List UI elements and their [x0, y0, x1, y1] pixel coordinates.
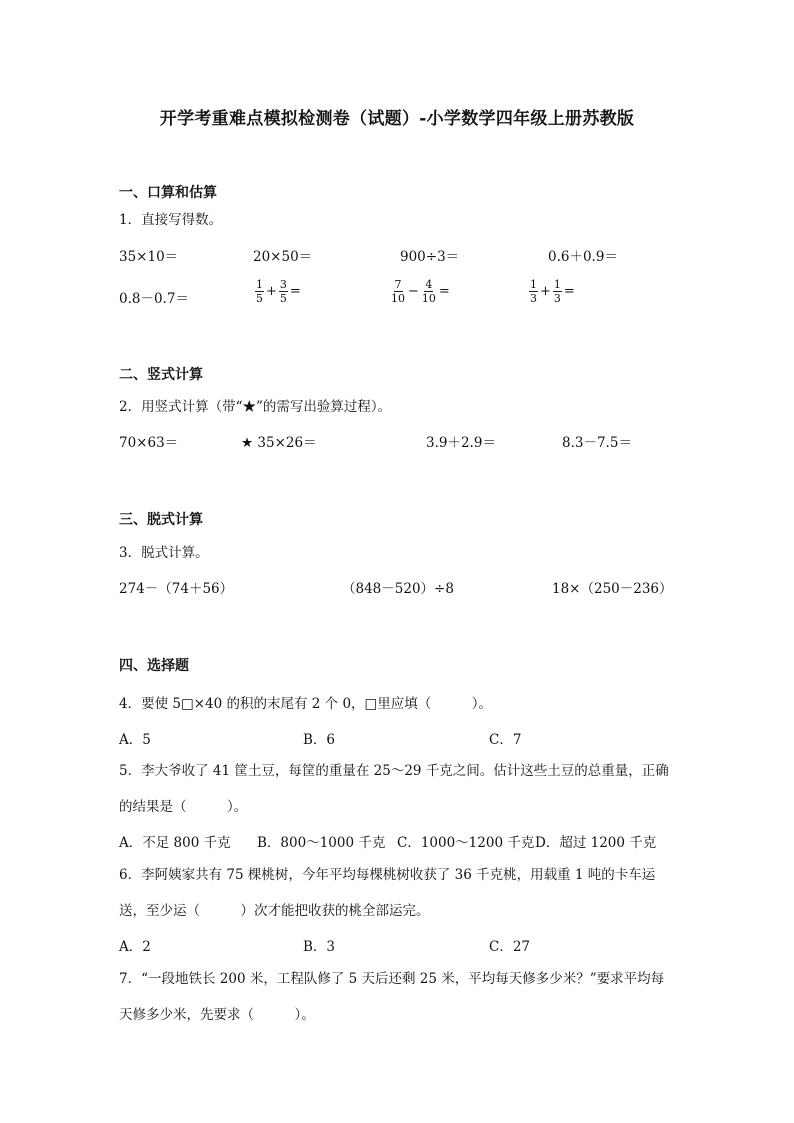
operator: + [266, 284, 277, 299]
denominator: 10 [421, 292, 436, 305]
section-heading-1: 一、口算和估算 [119, 185, 217, 201]
calc-item: 20×50＝ [253, 249, 313, 265]
calc-item: 35×10＝ [119, 249, 179, 265]
fraction [529, 278, 538, 305]
calc-item: 8.3－7.5＝ [562, 435, 632, 451]
option-c: C．7 [489, 732, 522, 748]
page-title: 开学考重难点模拟检测卷（试题）-小学数学四年级上册苏教版 [159, 109, 635, 129]
question-1: 1．直接写得数。 [119, 212, 223, 228]
fraction [421, 278, 437, 305]
fraction-expression [389, 278, 451, 305]
question-6-line-2: 送，至少运（ ）次才能把收获的桃全部运完。 [119, 903, 430, 919]
operator: + [540, 284, 551, 299]
fraction-expression [528, 278, 576, 305]
calc-item: 0.6＋0.9＝ [548, 249, 618, 265]
calc-item: （848－520）÷8 [342, 581, 454, 597]
denominator: 3 [553, 292, 561, 305]
denominator: 10 [391, 292, 405, 305]
question-3: 3．脱式计算。 [119, 545, 209, 561]
calc-item: 18×（250－236） [552, 581, 673, 597]
section-heading-3: 三、脱式计算 [119, 512, 203, 528]
option-a: A．2 [119, 939, 151, 955]
question-5-line-1: 5．李大爷收了 41 筐土豆，每筐的重量在 25～29 千克之间。估计这些土豆的总重量，正确 [119, 763, 669, 779]
denominator: 5 [279, 292, 287, 305]
question-2: 2．用竖式计算（带“★”的需写出验算过程）。 [119, 399, 392, 415]
numerator: 4 [425, 278, 433, 291]
option-b: B．3 [303, 939, 336, 955]
calc-item: 70×63＝ [119, 435, 179, 451]
option-a: A．5 [119, 732, 151, 748]
question-5-line-2: 的结果是（ ）。 [119, 799, 248, 815]
fraction [279, 278, 288, 305]
calc-item: 900÷3＝ [400, 249, 460, 265]
section-heading-4: 四、选择题 [119, 658, 189, 674]
question-4: 4．要使 5□×40 的积的末尾有 2 个 0，□里应填（ ）。 [119, 696, 493, 712]
equals-sign: = [563, 284, 575, 299]
option-b: B．6 [303, 732, 336, 748]
calc-item: 3.9＋2.9＝ [426, 435, 496, 451]
fraction [255, 278, 264, 305]
equals-sign: = [438, 284, 450, 299]
option-c: C．1000～1200 千克 [397, 835, 535, 851]
option-b: B．800～1000 千克 [257, 835, 386, 851]
option-d: D．超过 1200 千克 [535, 835, 657, 851]
question-7-line-1: 7．“一段地铁长 200 米，工程队修了 5 天后还剩 25 米，平均每天修多少米？”要求平均每 [119, 971, 665, 987]
calc-item: 274－（74＋56） [119, 581, 234, 597]
option-c: C．27 [489, 939, 531, 955]
operator: − [408, 284, 419, 299]
numerator: 1 [530, 278, 537, 291]
denominator: 5 [256, 292, 263, 305]
numerator: 3 [279, 278, 287, 291]
numerator: 7 [394, 278, 402, 291]
fraction [553, 278, 562, 305]
fraction [390, 278, 406, 305]
calc-item: 0.8－0.7＝ [119, 291, 189, 307]
fraction-expression [254, 278, 302, 305]
option-a: A．不足 800 千克 [119, 835, 231, 851]
question-6-line-1: 6．李阿姨家共有 75 棵桃树，今年平均每棵桃树收获了 36 千克桃，用载重 1 吨的卡车运 [119, 867, 656, 883]
numerator: 1 [256, 278, 263, 291]
calc-item: ★ 35×26＝ [241, 435, 317, 451]
denominator: 3 [530, 292, 537, 305]
equals-sign: = [289, 284, 301, 299]
numerator: 1 [553, 278, 561, 291]
section-heading-2: 二、竖式计算 [119, 367, 203, 383]
question-7-line-2: 天修多少米，先要求（ ）。 [119, 1007, 315, 1023]
